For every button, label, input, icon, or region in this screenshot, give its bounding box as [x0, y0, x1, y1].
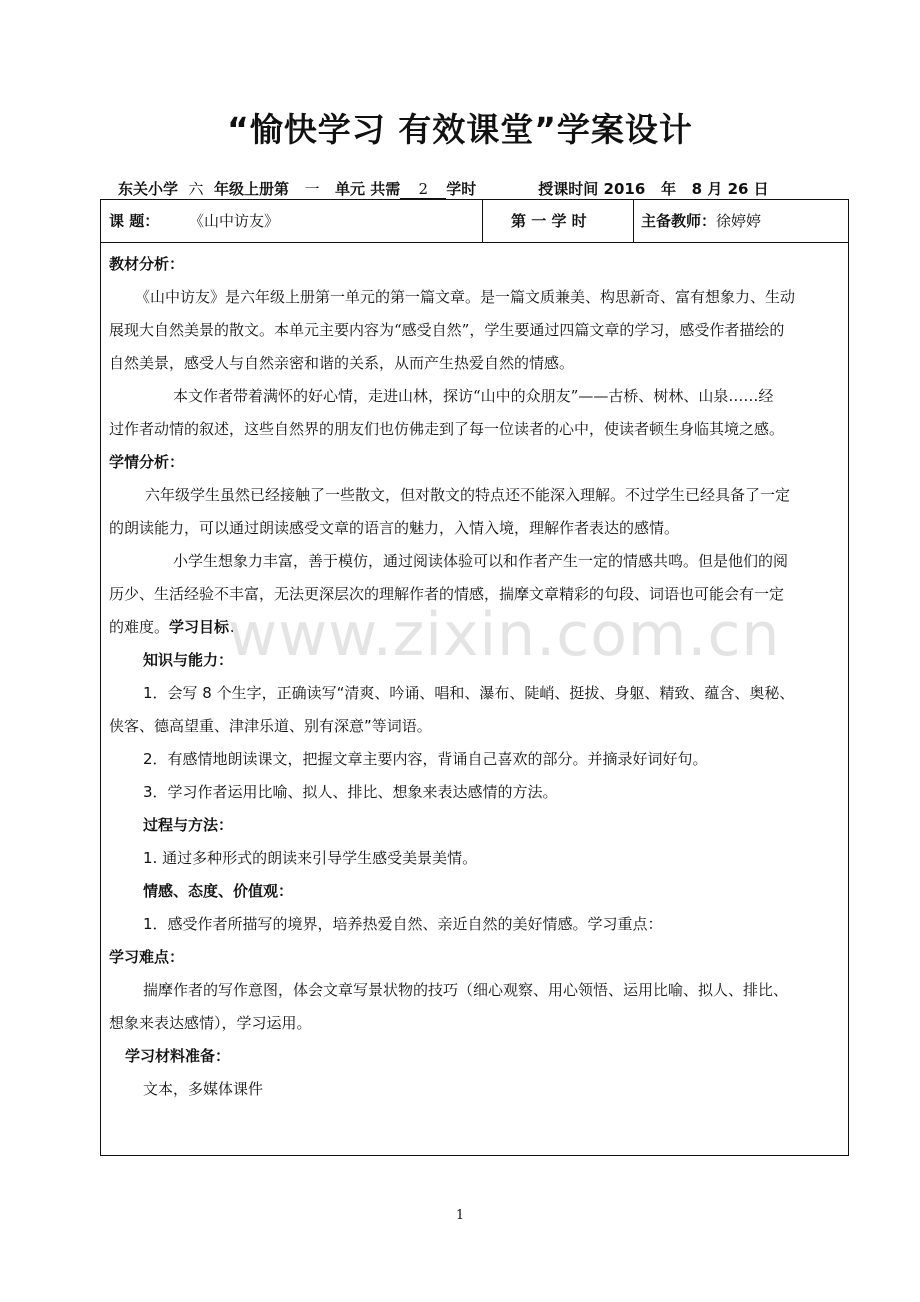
- lesson-info-line: [118, 178, 769, 200]
- student-paragraph-line: 的难度。: [109, 618, 170, 636]
- year-suffix: 年: [660, 180, 676, 198]
- knowledge-heading: 知识与能力：: [143, 651, 234, 669]
- difficulty-line: 揣摩作者的写作意图，体会文章写景状物的技巧（细心观察、用心领悟、运用比喻、拟人、排比、: [143, 981, 789, 999]
- materials-heading: 学习材料准备：: [125, 1047, 231, 1065]
- emotion-heading: 情感、态度、价值观：: [143, 882, 294, 900]
- page-title: “愉快学习 有效课堂”学案设计: [227, 110, 693, 149]
- school-name: 东关小学: [118, 180, 179, 198]
- student-paragraph-line: 的朗读能力，可以通过朗读感受文章的语言的魅力，入情入境，理解作者表达的感情。: [109, 519, 680, 537]
- student-paragraph-line: 六年级学生虽然已经接触了一些散文，但对散文的特点还不能深入理解。不过学生已经具备了一定: [145, 486, 791, 504]
- day-value: 26: [727, 180, 749, 198]
- topic-label: 课 题：: [109, 212, 160, 230]
- table-header-row: [101, 200, 848, 243]
- teacher-name: 徐婷婷: [716, 212, 762, 230]
- day-suffix: 日: [753, 180, 769, 198]
- goal-item: 2．有感情地朗读课文，把握文章主要内容，背诵自己喜欢的部分。并摘录好词好句。: [143, 750, 708, 768]
- material-paragraph-line: 展现大自然美景的散文。本单元主要内容为“感受自然”，学生要通过四篇文章的学习，感受作者描绘的: [109, 321, 785, 339]
- column-divider: [633, 200, 634, 242]
- goal-item: 侠客、德高望重、津津乐道、别有深意”等词语。: [109, 717, 432, 735]
- topic-value: 《山中访友》: [189, 212, 280, 230]
- unit-value: 一: [289, 178, 335, 200]
- materials-value: 文本，多媒体课件: [143, 1080, 264, 1098]
- material-paragraph-line: 过作者动情的叙述，这些自然界的朋友们也仿佛走到了每一位读者的心中，使读者顿生身临其境之感。: [109, 420, 785, 438]
- lesson-plan-table: [100, 199, 849, 1156]
- goals-heading: 学习目标：: [169, 618, 245, 636]
- material-paragraph-line: 自然美景，感受人与自然亲密和谐的关系，从而产生热爱自然的情感。: [109, 354, 575, 372]
- student-heading: 学情分析：: [109, 453, 185, 471]
- student-paragraph-line: 小学生想象力丰富，善于模仿，通过阅读体验可以和作者产生一定的情感共鸣。但是他们的阅: [173, 552, 789, 570]
- time-label: 授课时间: [538, 180, 599, 198]
- material-paragraph-line: 《山中访友》是六年级上册第一单元的第一篇文章。是一篇文质兼美、构思新奇、富有想象力、生动: [135, 288, 796, 306]
- grade-suffix: 年级上册第: [214, 180, 290, 198]
- month-suffix: 月: [707, 180, 723, 198]
- goal-item: 3．学习作者运用比喻、拟人、排比、想象来表达感情的方法。: [143, 783, 558, 801]
- goal-item: 1．会写 8 个生字，正确读写“清爽、吟诵、唱和、瀑布、陡峭、挺拔、身躯、精致、蕴含、奥秘、: [143, 684, 795, 702]
- process-item: 1. 通过多种形式的朗读来引导学生感受美景美情。: [143, 849, 478, 867]
- difficulty-line: 想象来表达感情），学习运用。: [109, 1014, 312, 1032]
- emotion-item: 1．感受作者所描写的境界，培养热爱自然、亲近自然的美好情感。学习重点：: [143, 915, 663, 933]
- watermark: www.zixin.com.cn: [228, 600, 781, 670]
- hours-suffix: 学时: [446, 180, 477, 198]
- student-paragraph-line: 历少、生活经验不丰富，无法更深层次的理解作者的情感，揣摩文章精彩的句段、词语也可能会有一定: [109, 585, 785, 603]
- page-number: 1: [455, 1208, 465, 1223]
- difficulty-heading: 学习难点：: [109, 948, 185, 966]
- material-paragraph-line: 本文作者带着满怀的好心情，走进山林，探访“山中的众朋友”——古桥、树林、山泉……经: [173, 387, 774, 405]
- unit-suffix: 单元 共需: [335, 180, 401, 198]
- period-label: 第 一 学 时: [511, 212, 587, 230]
- material-heading: 教材分析：: [109, 255, 185, 273]
- month-value: 8: [691, 180, 703, 198]
- column-divider: [482, 200, 483, 242]
- year-value: 2016: [603, 180, 646, 198]
- teacher-label: 主备教师：: [641, 212, 717, 230]
- hours-value: 2: [400, 180, 446, 199]
- grade-value: 六: [178, 178, 214, 200]
- process-heading: 过程与方法：: [143, 816, 234, 834]
